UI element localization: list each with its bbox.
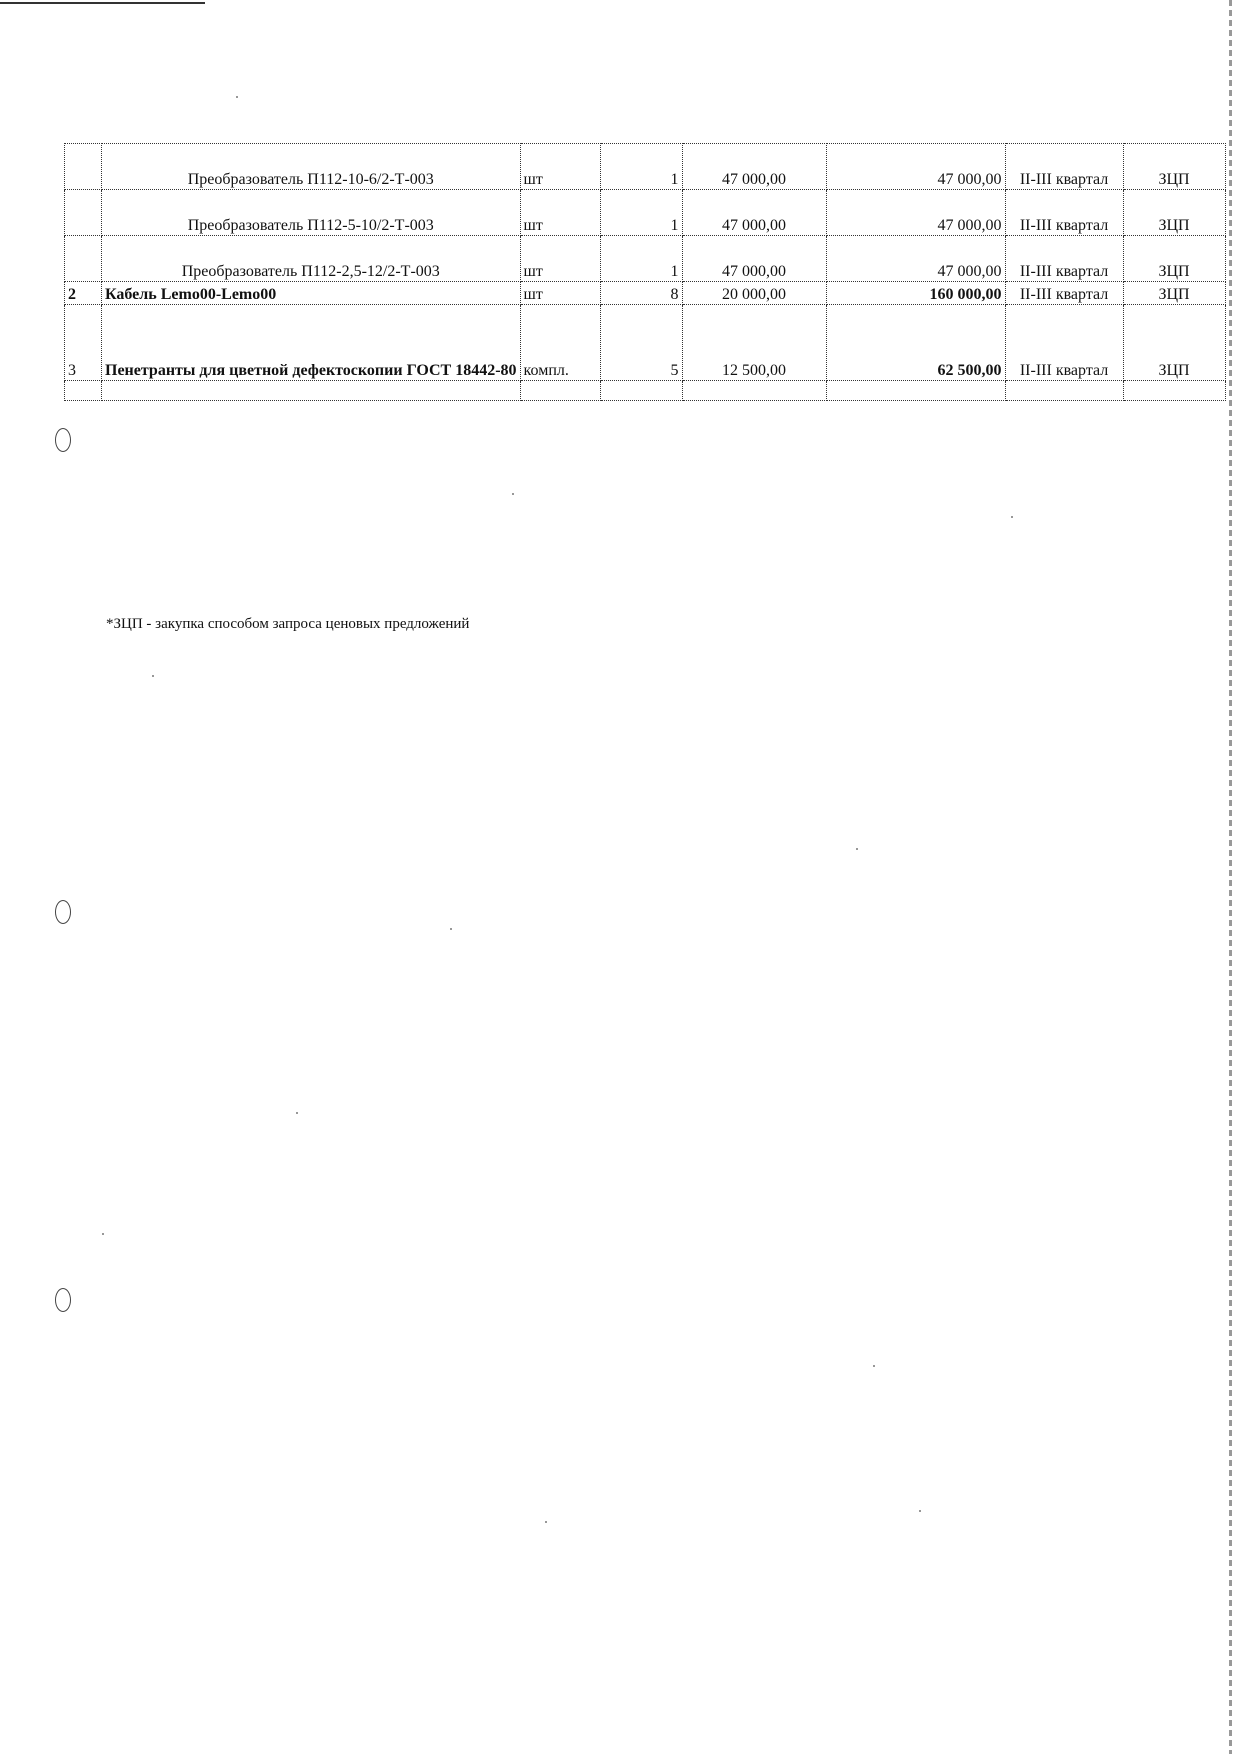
scan-edge xyxy=(1229,0,1232,1754)
total-cell: 47 000,00 xyxy=(826,144,1005,190)
row-number: 3 xyxy=(65,305,102,381)
method-cell: ЗЦП xyxy=(1123,190,1225,236)
total-cell: 160 000,00 xyxy=(826,282,1005,305)
item-name: Кабель Lemo00-Lemo00 xyxy=(102,282,521,305)
price-cell: 20 000,00 xyxy=(682,282,826,305)
unit-cell: компл. xyxy=(520,305,600,381)
scan-speck xyxy=(450,928,452,930)
scan-speck xyxy=(236,96,238,98)
quantity-cell: 5 xyxy=(600,305,682,381)
top-rule xyxy=(0,2,205,4)
period-cell: II-III квартал xyxy=(1005,144,1123,190)
punch-hole-mark xyxy=(55,900,71,924)
period-cell: II-III квартал xyxy=(1005,282,1123,305)
unit-cell: шт xyxy=(520,190,600,236)
punch-hole-mark xyxy=(55,1288,71,1312)
quantity-cell: 1 xyxy=(600,190,682,236)
price-cell: 12 500,00 xyxy=(682,305,826,381)
quantity-cell: 1 xyxy=(600,144,682,190)
total-cell: 62 500,00 xyxy=(826,305,1005,381)
period-cell: II-III квартал xyxy=(1005,236,1123,282)
total-cell: 47 000,00 xyxy=(826,236,1005,282)
method-cell: ЗЦП xyxy=(1123,282,1225,305)
quantity-cell: 8 xyxy=(600,282,682,305)
scan-speck xyxy=(512,493,514,495)
price-cell: 47 000,00 xyxy=(682,144,826,190)
scan-speck xyxy=(1011,516,1013,518)
scan-speck xyxy=(102,1233,104,1235)
unit-cell: шт xyxy=(520,282,600,305)
row-number xyxy=(65,236,102,282)
price-cell: 47 000,00 xyxy=(682,190,826,236)
scan-speck xyxy=(856,848,858,850)
row-number xyxy=(65,144,102,190)
period-cell: II-III квартал xyxy=(1005,305,1123,381)
footnote: *ЗЦП - закупка способом запроса ценовых предложений xyxy=(106,616,470,632)
row-number xyxy=(65,190,102,236)
item-name: Преобразователь П112-5-10/2-Т-003 xyxy=(102,190,521,236)
item-name: Пенетранты для цветной дефектоскопии ГОСТ 18442-80 xyxy=(102,305,521,381)
method-cell: ЗЦП xyxy=(1123,236,1225,282)
table-row-empty xyxy=(65,381,1226,401)
table-row xyxy=(65,282,1226,305)
unit-cell: шт xyxy=(520,236,600,282)
price-cell: 47 000,00 xyxy=(682,236,826,282)
procurement-table xyxy=(64,143,1226,401)
period-cell: II-III квартал xyxy=(1005,190,1123,236)
table-row xyxy=(65,305,1226,381)
item-name: Преобразователь П112-2,5-12/2-Т-003 xyxy=(102,236,521,282)
punch-hole-mark xyxy=(55,428,71,452)
total-cell: 47 000,00 xyxy=(826,190,1005,236)
unit-cell: шт xyxy=(520,144,600,190)
scan-speck xyxy=(919,1510,921,1512)
scan-speck xyxy=(545,1521,547,1523)
method-cell: ЗЦП xyxy=(1123,144,1225,190)
scan-speck xyxy=(152,675,154,677)
row-number: 2 xyxy=(65,282,102,305)
method-cell: ЗЦП xyxy=(1123,305,1225,381)
quantity-cell: 1 xyxy=(600,236,682,282)
scan-speck xyxy=(873,1365,875,1367)
table-row xyxy=(65,190,1226,236)
table-row xyxy=(65,236,1226,282)
table-row xyxy=(65,144,1226,190)
scan-speck xyxy=(296,1112,298,1114)
item-name: Преобразователь П112-10-6/2-Т-003 xyxy=(102,144,521,190)
